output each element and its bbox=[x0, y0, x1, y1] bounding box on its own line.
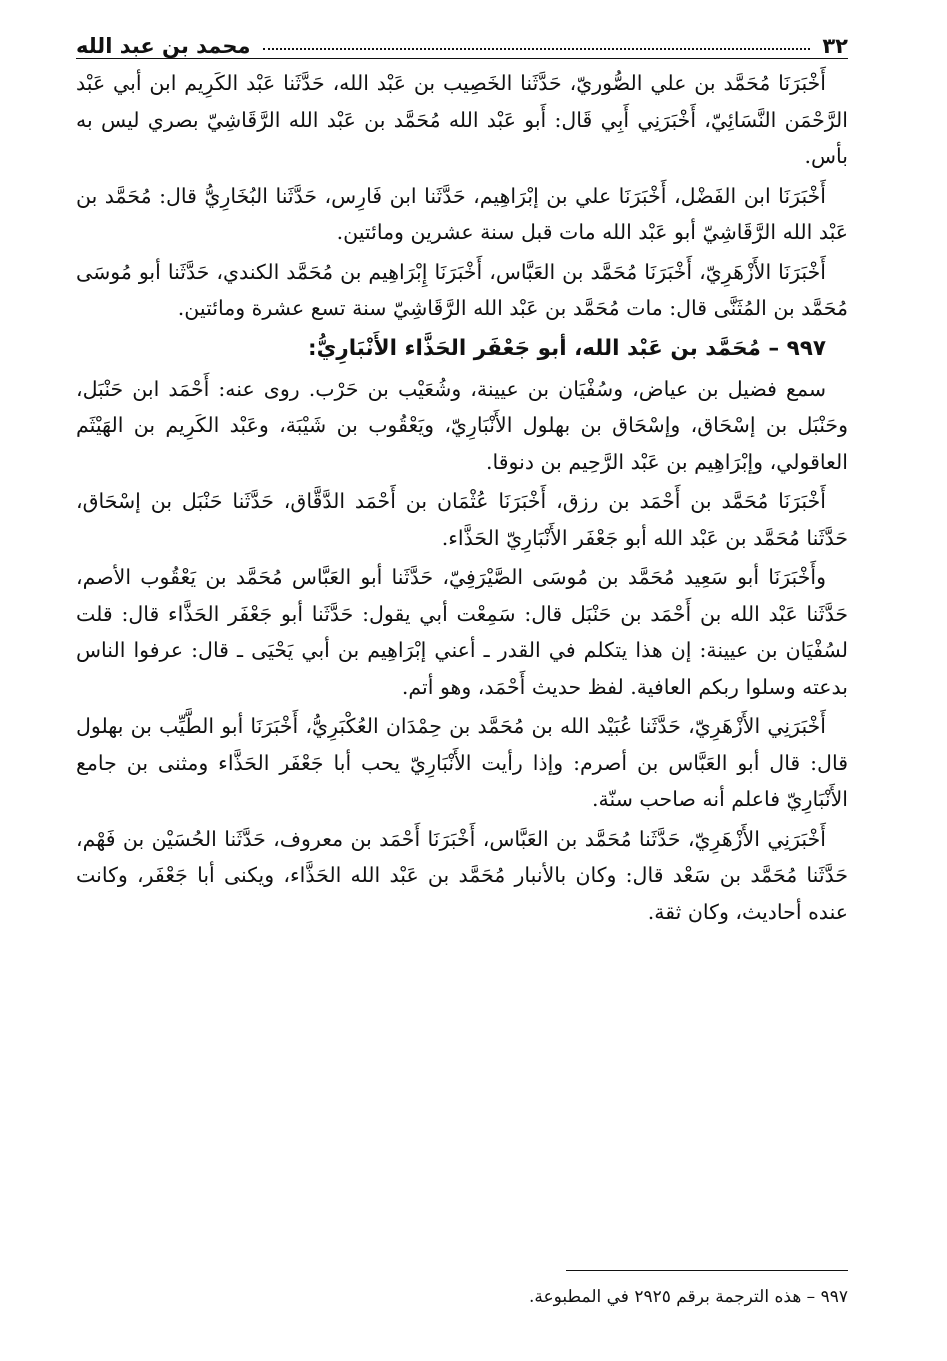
page-body bbox=[76, 22, 848, 930]
paragraph: أَخْبَرَنَا مُحَمَّد بن أَحْمَد بن رزق، أَخْبَرَنَا عُثْمَان بن أَحْمَد الدَّقَّاق، حَدَّثَنا حَنْبَل بن إسْحَاق، حَدَّثَنا مُحَمَّد بن عَبْد الله أبو جَعْفَر الأَنْبَارِيّ الحَذَّاء. bbox=[76, 489, 848, 550]
header-dotted-leader bbox=[263, 48, 811, 50]
paragraph: سمع فضيل بن عياض، وسُفْيَان بن عيينة، وشُعَيْب بن حَرْب. روى عنه: أَحْمَد ابن حَنْبَل، وحَنْبَل بن إسْحَاق، وإسْحَاق بن بهلول الأَنْبَارِيّ، ويَعْقُوب بن شَيْبَة، وعَبْد الكَرِيم بن الهَيْثَم العاقولي، وإبْرَاهِيم بن عَبْد الرَّحِيم بن دنوقا. bbox=[76, 376, 848, 474]
paragraph: أَخْبَرَنَا الأَزْهَرِيّ، أَخْبَرَنَا مُحَمَّد بن العَبَّاس، أَخْبَرَنَا إِبْرَاهِيم بن مُحَمَّد الكندي، حَدَّثَنا أبو مُوسَى مُحَمَّد بن المُثَنَّى قال: مات مُحَمَّد بن عَبْد الله الرَّقَاشِيّ سنة تسع عشرة ومائتين. bbox=[76, 259, 848, 320]
paragraph: أَخْبَرَنَا مُحَمَّد بن علي الصُّوريّ، حَدَّثَنا الخَصِيب بن عَبْد الله، حَدَّثَنا عَبْد الكَرِيم ابن أبي عَبْد الرَّحْمَن النَّسَائِيّ، أَخْبَرَنِي أَبِي قَال: أَبو عَبْد الله مُحَمَّد بن عَبْد الله الرَّقَاشِيّ بصري ليس به بأس. bbox=[76, 71, 848, 168]
page-number: ٣٢ bbox=[822, 34, 848, 58]
paragraph: أَخْبَرَنَا ابن الفَضْل، أَخْبَرَنَا علي بن إبْرَاهِيم، حَدَّثَنا ابن فَارِس، حَدَّثَنا البُخَارِيُّ قال: مُحَمَّد بن عَبْد الله الرَّقَاشِيّ أبو عَبْد الله مات قبل سنة عشرين ومائتين. bbox=[76, 183, 848, 244]
entry-heading: ٩٩٧ – مُحَمَّد بن عَبْد الله، أبو جَعْفَر الحَذَّاء الأَنْبَارِيُّ: bbox=[308, 335, 826, 361]
page-header bbox=[76, 22, 848, 59]
footnote-divider bbox=[566, 1270, 848, 1271]
paragraph: أَخْبَرَنِي الأَزْهَرِيّ، حَدَّثَنا مُحَمَّد بن العَبَّاس، أَخْبَرَنَا أَحْمَد بن معروف، حَدَّثَنا الحُسَيْن بن فَهْم، حَدَّثَنا مُحَمَّد بن سَعْد قال: وكان بالأنبار مُحَمَّد بن عَبْد الله الحَذَّاء، ويكنى أبا جَعْفَر، وكانت عنده أحاديث، وكان ثقة. bbox=[76, 826, 848, 924]
running-title: محمد بن عبد الله bbox=[76, 34, 251, 58]
footnote: ٩٩٧ – هذه الترجمة برقم ٢٩٢٥ في المطبوعة. bbox=[528, 1287, 848, 1307]
paragraph: أَخْبَرَنِي الأَزْهَرِيّ، حَدَّثَنا عُبَيْد الله بن مُحَمَّد بن حِمْدَان العُكْبَرِيُّ، أَخْبَرَنَا أبو الطَّيِّب بن بهلول قال: قال أبو العَبَّاس بن أصرم: وإذا رأيت الأَنْبَارِيّ يحب أبا جَعْفَر الحَذَّاء ومثنى بن جامع الأَنْبَارِيّ فاعلم أنه صاحب سنّة. bbox=[76, 714, 848, 811]
paragraph: وأَخْبَرَنَا أبو سَعِيد مُحَمَّد بن مُوسَى الصَّيْرَفِيّ، حَدَّثَنا أبو العَبَّاس مُحَمَّد بن يَعْقُوب الأصم، حَدَّثَنا عَبْد الله بن أَحْمَد بن حَنْبَل قال: سَمِعْت أبي يقول: حَدَّثَنا أبو جَعْفَر الحَذَّاء قال: قلت لسُفْيَان بن عيينة: إن هذا يتكلم في القدر ـ أعني إبْرَاهِيم بن أبي يَحْيَى ـ قال: عرفوا الناس بدعته وسلوا ربكم العافية. لفظ حديث أَحْمَد، وهو أتم. bbox=[76, 565, 848, 699]
